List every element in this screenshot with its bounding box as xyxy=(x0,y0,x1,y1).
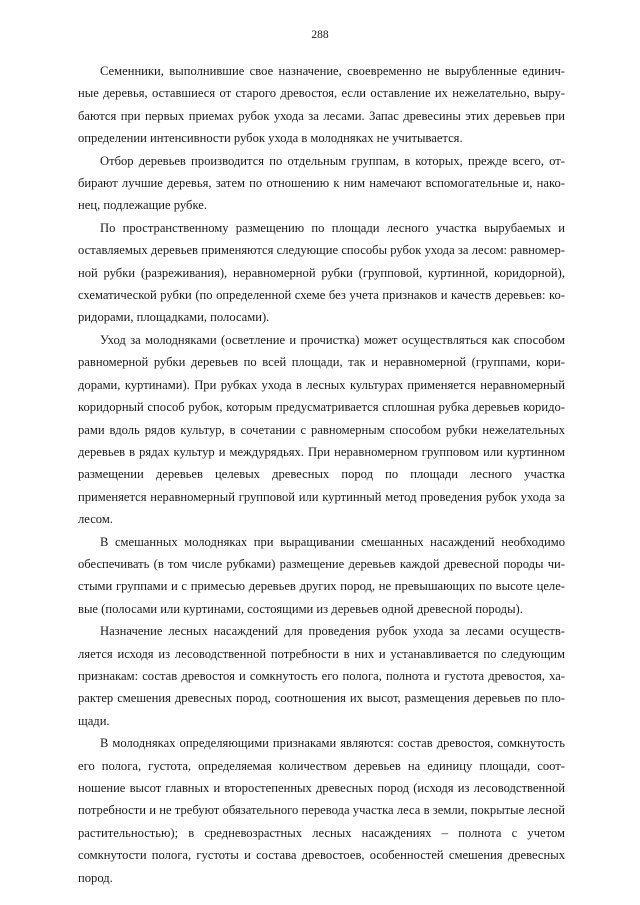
paragraph: В смешанных молодняках при выращивании смешанных насаждений необходимо обеспечивать (в том числе рубками) размещение деревьев каждой древесной породы чистыми группами и с примесью деревьев других пород, не превышающих по высоте целевые (полосами или куртинами, состоящими из деревьев одной древесной породы). xyxy=(78,534,565,616)
paragraph: По пространственному размещению по площади лесного участка вырубаемых и оставляемых деревьев применяются следующие способы рубок ухода за лесом: равномерной рубки (разреживания), неравномерной рубки (групповой, куртинной, коридорной), схематической рубки (по определенной схеме без учета признаков и качеств деревьев: коридорами, площадками, полосами). xyxy=(78,220,565,325)
paragraph: Назначение лесных насаждений для проведения рубок ухода за лесами осуществляется исходя из лесоводственной потребности в них и устанавливается по следующим признакам: состав древостоя и сомкнутость его полога, полнота и густота древостоя, характер смешения древесных пород, соотношения их высот, размещения деревьев по площади. xyxy=(78,624,565,728)
paragraph: В молодняках определяющими признаками являются: состав древостоя, сомкнутость его полога, густота, определяемая количеством деревьев на единицу площади, соотношение высот главных и второстепенных древесных пород (исходя из лесоводственной потребности и не требуют обязательного перевода участка леса в земли, покрытые лесной растительностью); в средневозрастных лесных насаждениях – полнота с учетом сомкнутости полога, густоты и состава древостоев, особенностей смешения древесных пород. xyxy=(78,736,565,885)
paragraph: Отбор деревьев производится по отдельным группам, в которых, прежде всего, отбирают лучшие деревья, затем по отношению к ним намечают вспомогательные и, наконец, подлежащие рубке. xyxy=(78,153,565,213)
paragraph: Уход за молодняками (осветление и прочистка) может осуществляться как способом равномерной рубки деревьев по всей площади, так и неравномерной (группами, коридорами, куртинами). При рубках ухода в лесных культурах применяется неравномерный коридорный способ рубок, которым предусматривается сплошная рубка деревьев коридорами вдоль рядов культур, в сочетании с равномерным способом рубки нежелательных деревьев в рядах культур и междурядьях. При неравномерном групповом или куртинном размещении деревьев целевых древесных пород по площади лесного участка применяется неравномерный групповой или куртинный метод проведения рубок ухода за лесом. xyxy=(78,332,565,527)
page-number: 288 xyxy=(311,29,329,41)
document-body xyxy=(78,60,565,889)
paragraph: Семенники, выполнившие свое назначение, своевременно не вырубленные единичные деревья, оставшиеся от старого древостоя, если оставление их нежелательно, вырубаются при первых приемах рубок ухода за лесами. Запас древесины этих деревьев при определении интенсивности рубок ухода в молодняках не учитывается. xyxy=(78,64,565,146)
